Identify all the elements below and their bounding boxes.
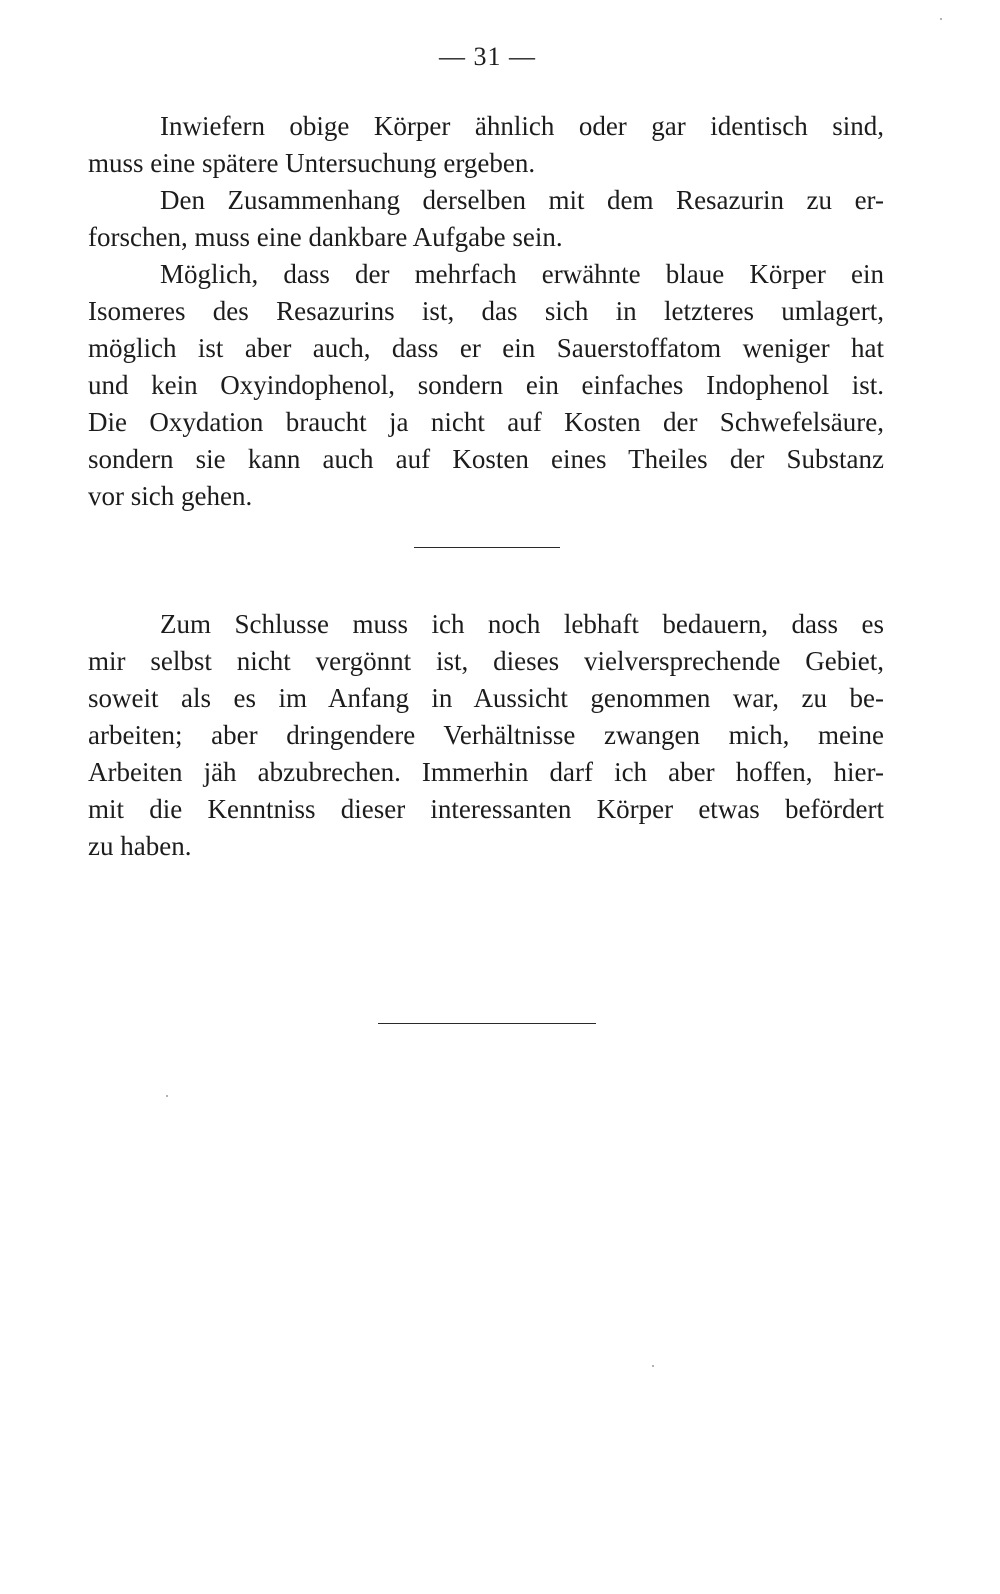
text-line: forschen, muss eine dankbare Aufgabe sein. (88, 222, 563, 252)
end-divider (378, 1023, 596, 1024)
text-line: mir selbst nicht vergönnt ist, dieses vielversprechende Gebiet, (88, 646, 884, 676)
scan-speck (652, 1365, 654, 1367)
paragraph (88, 108, 884, 182)
text-section-1 (88, 108, 884, 515)
text-section-2 (88, 606, 884, 865)
text-line: Zum Schlusse muss ich noch lebhaft bedauern, dass es (160, 609, 884, 639)
text-line: zu haben. (88, 831, 192, 861)
text-line: Inwiefern obige Körper ähnlich oder gar identisch sind, (160, 111, 884, 141)
text-line: arbeiten; aber dringendere Verhältnisse zwangen mich, meine (88, 720, 884, 750)
text-line: Den Zusammenhang derselben mit dem Resazurin zu er- (160, 185, 884, 215)
scan-speck (940, 18, 942, 20)
text-line: sondern sie kann auch auf Kosten eines Theiles der Substanz (88, 444, 884, 474)
text-line: mit die Kenntniss dieser interessanten Körper etwas befördert (88, 794, 884, 824)
text-line: möglich ist aber auch, dass er ein Sauerstoffatom weniger hat (88, 333, 884, 363)
section-divider (414, 547, 560, 548)
text-line: Arbeiten jäh abzubrechen. Immerhin darf ich aber hoffen, hier- (88, 757, 884, 787)
text-line: muss eine spätere Untersuchung ergeben. (88, 148, 536, 178)
paragraph (88, 256, 884, 515)
text-line: und kein Oxyindophenol, sondern ein einfaches Indophenol ist. (88, 370, 884, 400)
paragraph (88, 606, 884, 865)
text-line: Die Oxydation braucht ja nicht auf Kosten der Schwefelsäure, (88, 407, 884, 437)
text-line: Isomeres des Resazurins ist, das sich in letzteres umlagert, (88, 296, 884, 326)
text-line: vor sich gehen. (88, 481, 253, 511)
text-line: Möglich, dass der mehrfach erwähnte blaue Körper ein (160, 259, 884, 289)
page-number: — 31 — (439, 42, 536, 71)
text-line: soweit als es im Anfang in Aussicht genommen war, zu be- (88, 683, 884, 713)
scan-speck (166, 1095, 168, 1097)
paragraph (88, 182, 884, 256)
